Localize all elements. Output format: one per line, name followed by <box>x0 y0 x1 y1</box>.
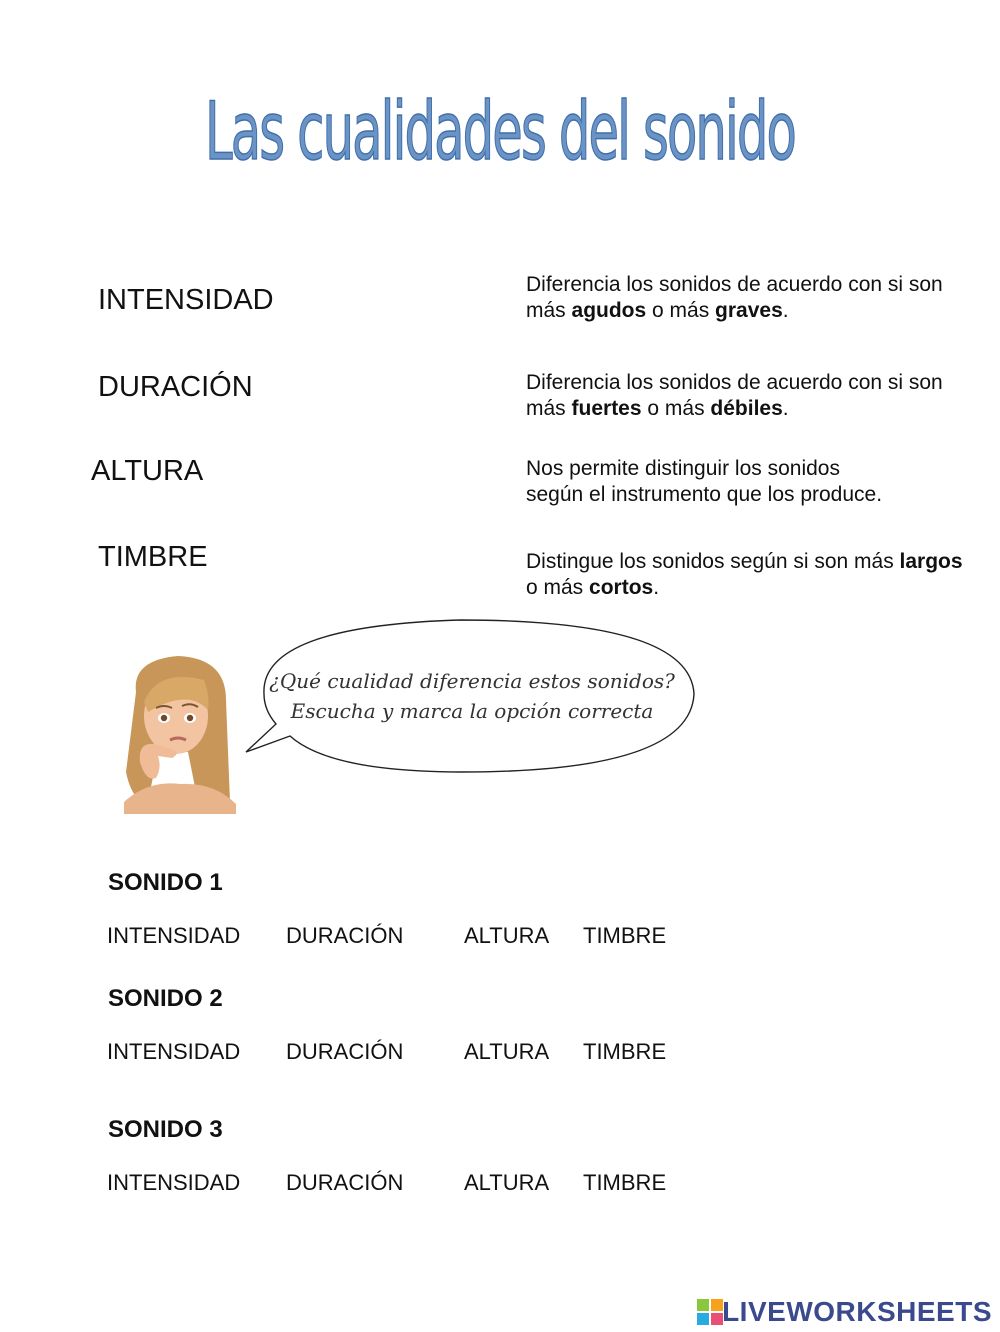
thinking-avatar <box>118 652 243 814</box>
description-text: Distingue los sonidos según si son más <box>526 550 900 573</box>
liveworksheets-logo-icon <box>697 1299 723 1325</box>
sonido-2-option-altura[interactable]: ALTURA <box>464 1039 550 1064</box>
page-title: Las cualidades del sonido <box>204 85 796 178</box>
sonido-3-option-duracion[interactable]: DURACIÓN <box>286 1170 404 1195</box>
description-bold: largos <box>899 550 963 573</box>
sonido-1-option-duracion[interactable]: DURACIÓN <box>286 923 404 948</box>
term-intensidad[interactable]: INTENSIDAD <box>98 284 274 316</box>
sonido-3-label: SONIDO 3 <box>108 1116 223 1143</box>
sonido-2-option-timbre[interactable]: TIMBRE <box>583 1039 667 1064</box>
description-text: según el instrumento que los produce. <box>526 483 883 506</box>
description-text: o más <box>641 397 711 420</box>
description-2[interactable] <box>526 370 956 422</box>
sonido-1-option-intensidad[interactable]: INTENSIDAD <box>107 923 241 948</box>
sonido-3-option-altura[interactable]: ALTURA <box>464 1170 550 1195</box>
term-timbre[interactable]: TIMBRE <box>98 541 208 573</box>
description-text: . <box>782 299 789 322</box>
bubble-question: ¿Qué cualidad diferencia estos sonidos? <box>269 669 675 693</box>
description-text: Nos permite distinguir los sonidos <box>526 457 840 480</box>
description-bold: graves <box>715 299 783 322</box>
description-bold: cortos <box>589 576 654 599</box>
sonido-1-option-timbre[interactable]: TIMBRE <box>583 923 667 948</box>
sonido-2-option-intensidad[interactable]: INTENSIDAD <box>107 1039 241 1064</box>
description-bold: débiles <box>710 397 783 420</box>
description-1[interactable] <box>526 272 956 324</box>
description-text: o más <box>526 576 590 599</box>
description-text: o más <box>646 299 716 322</box>
brand-logo[interactable]: LIVEWORKSHEETS <box>722 1296 992 1327</box>
term-altura[interactable]: ALTURA <box>91 455 204 487</box>
sonido-3-option-intensidad[interactable]: INTENSIDAD <box>107 1170 241 1195</box>
sonido-2-option-duracion[interactable]: DURACIÓN <box>286 1039 404 1064</box>
sonido-1-label: SONIDO 1 <box>108 869 223 896</box>
bubble-instruction: Escucha y marca la opción correcta <box>290 699 654 723</box>
sonido-2-label: SONIDO 2 <box>108 985 223 1012</box>
description-text: Diferencia los sonidos de acuerdo con si son más <box>526 273 943 322</box>
description-bold: fuertes <box>571 397 642 420</box>
description-4[interactable] <box>526 549 966 601</box>
sonido-1-option-altura[interactable]: ALTURA <box>464 923 550 948</box>
description-text: Diferencia los sonidos de acuerdo con si son más <box>526 371 943 420</box>
bubble-text <box>262 666 682 726</box>
description-text: . <box>653 576 660 599</box>
description-text: . <box>782 397 789 420</box>
description-3[interactable] <box>526 456 966 508</box>
term-duracion[interactable]: DURACIÓN <box>98 371 253 403</box>
sonido-3-option-timbre[interactable]: TIMBRE <box>583 1170 667 1195</box>
description-bold: agudos <box>571 299 647 322</box>
